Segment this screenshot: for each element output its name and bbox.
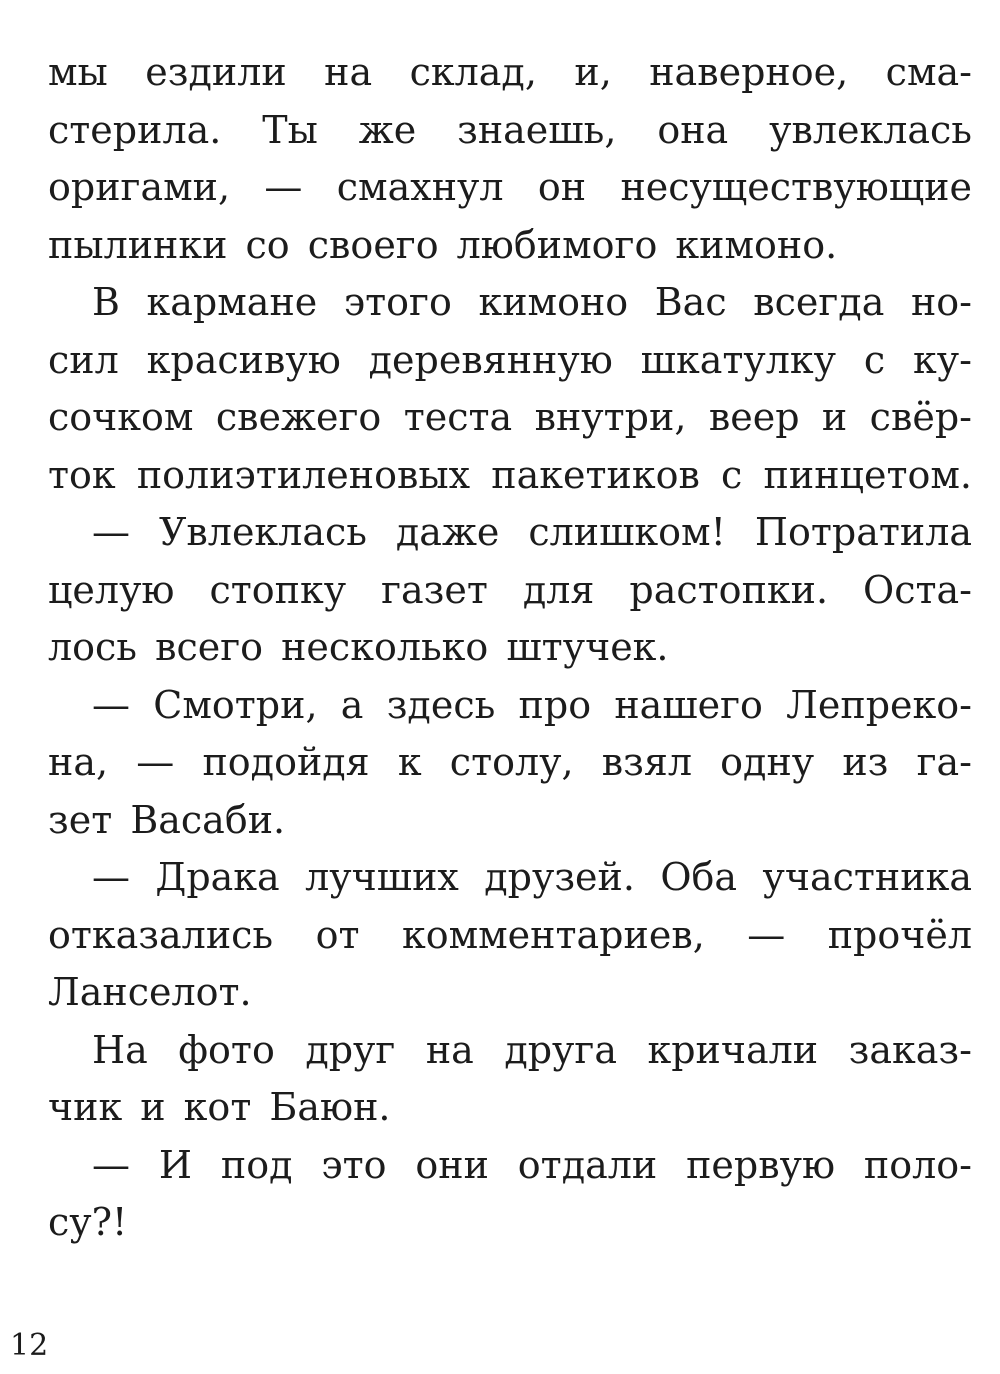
text-line: — Увлеклась даже слишком! Потратила	[92, 510, 972, 554]
text-line: лось всего несколько штучек.	[48, 625, 669, 669]
text-line: На фото друг на друга кричали заказ-	[92, 1027, 972, 1072]
body-text	[48, 44, 972, 1252]
text-line: мы ездили на склад, и, наверное, сма-	[48, 50, 972, 94]
text-line: целую стопку газет для растопки. Оста-	[48, 567, 972, 612]
text-line: — Драка лучших друзей. Оба участника	[92, 855, 972, 899]
text-line: зет Васаби.	[48, 797, 286, 842]
text-line: Ланселот.	[48, 970, 252, 1014]
text-line: су?!	[48, 1200, 128, 1244]
text-line: чик и кот Баюн.	[48, 1085, 391, 1129]
page-number: 12	[10, 1328, 49, 1363]
text-line: пылинки со своего любимого кимоно.	[48, 222, 838, 267]
text-line: оригами, — смахнул он несуществующие	[48, 165, 972, 209]
text-line: — Смотри, а здесь про нашего Лепреко-	[92, 682, 972, 727]
text-line: — И под это они отдали первую поло-	[92, 1142, 972, 1187]
text-line: отказались от комментариев, — прочёл	[48, 912, 972, 957]
text-line: сил красивую деревянную шкатулку с ку-	[48, 337, 972, 382]
text-line: стерила. Ты же знаешь, она увлеклась	[48, 107, 972, 152]
text-line: сочком свежего теста внутри, веер и свёр-	[48, 395, 972, 439]
text-line: ток полиэтиленовых пакетиков с пинцетом.	[48, 452, 972, 497]
text-line: В кармане этого кимоно Вас всегда но-	[92, 280, 972, 324]
text-line: на, — подойдя к столу, взял одну из га-	[48, 740, 972, 784]
